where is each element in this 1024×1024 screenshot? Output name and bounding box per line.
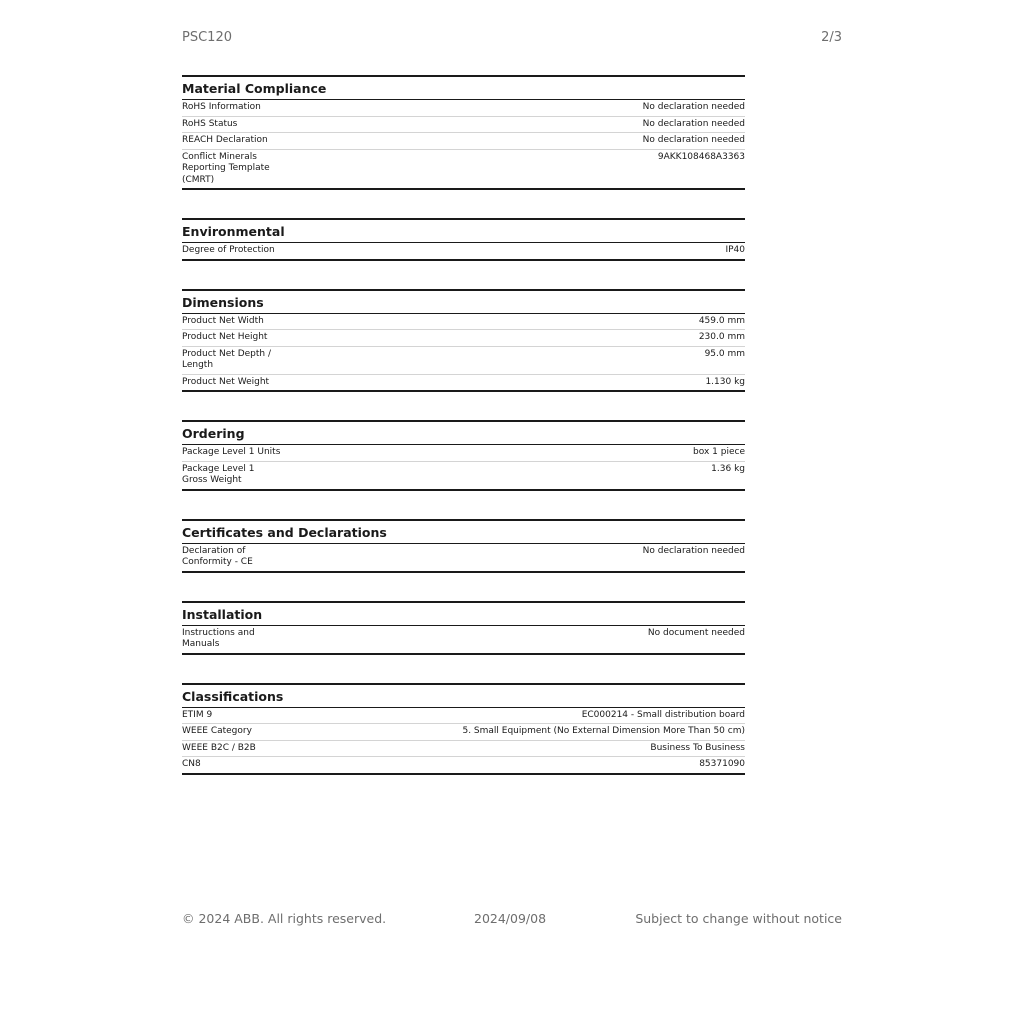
datasheet-content	[182, 75, 745, 803]
spec-section	[182, 289, 745, 393]
footer-notice: Subject to change without notice	[635, 911, 842, 926]
spec-label: Product Net Height	[182, 332, 268, 342]
spec-row	[182, 314, 745, 331]
section-title: Ordering	[182, 420, 745, 445]
spec-row	[182, 375, 745, 391]
spec-label: Declaration of Conformity - CE	[182, 545, 253, 567]
spec-value: No declaration needed	[642, 545, 745, 556]
spec-value: 1.36 kg	[711, 463, 745, 474]
spec-label: Product Net Depth / Length	[182, 348, 271, 370]
spec-row	[182, 347, 745, 375]
spec-row	[182, 100, 745, 117]
spec-table	[182, 243, 745, 261]
spec-row	[182, 117, 745, 134]
spec-row	[182, 150, 745, 189]
spec-value: No declaration needed	[642, 118, 745, 129]
spec-value: Business To Business	[650, 742, 745, 753]
spec-value: No declaration needed	[642, 102, 745, 112]
spec-value: 95.0 mm	[704, 348, 745, 359]
spec-label: RoHS Status	[182, 118, 238, 129]
spec-label: Product Net Width	[182, 315, 264, 326]
spec-label: RoHS Information	[182, 102, 261, 112]
spec-label: REACH Declaration	[182, 135, 268, 145]
spec-label: WEEE Category	[182, 726, 252, 736]
spec-label: ETIM 9	[182, 709, 213, 720]
footer-date: 2024/09/08	[474, 911, 547, 926]
spec-row	[182, 708, 745, 725]
spec-row	[182, 544, 745, 571]
page-number: 2/3	[821, 30, 842, 45]
spec-value: 1.130 kg	[705, 376, 745, 387]
section-title: Installation	[182, 601, 745, 626]
spec-value: IP40	[725, 245, 745, 255]
spec-section	[182, 601, 745, 655]
spec-value: EC000214 - Small distribution board	[581, 709, 745, 720]
spec-value: 85371090	[699, 759, 745, 769]
spec-section	[182, 75, 745, 190]
product-code: PSC120	[182, 30, 232, 45]
section-title: Certificates and Declarations	[182, 519, 745, 544]
spec-section	[182, 218, 745, 261]
footer-copyright: © 2024 ABB. All rights reserved.	[182, 911, 387, 926]
spec-label: Product Net Weight	[182, 376, 270, 387]
spec-label: CN8	[182, 759, 201, 769]
spec-value: 9AKK108468A3363	[657, 151, 745, 162]
spec-section	[182, 420, 745, 491]
spec-label: WEEE B2C / B2B	[182, 742, 256, 753]
spec-label: Instructions and Manuals	[182, 627, 255, 649]
spec-value: 230.0 mm	[698, 332, 745, 342]
spec-table	[182, 708, 745, 775]
spec-table	[182, 100, 745, 190]
section-title: Environmental	[182, 218, 745, 243]
spec-row	[182, 626, 745, 653]
spec-label: Conflict Minerals Reporting Template (CMRT)	[182, 151, 270, 185]
spec-label: Package Level 1 Units	[182, 447, 281, 457]
spec-row	[182, 741, 745, 758]
spec-value: 5. Small Equipment (No External Dimension More Than 50 cm)	[462, 726, 745, 736]
spec-table	[182, 544, 745, 573]
spec-row	[182, 445, 745, 462]
spec-row	[182, 724, 745, 741]
spec-row	[182, 243, 745, 259]
spec-section	[182, 519, 745, 573]
spec-row	[182, 330, 745, 347]
spec-value: No declaration needed	[642, 135, 745, 145]
spec-label: Degree of Protection	[182, 245, 275, 255]
section-title: Classifications	[182, 683, 745, 708]
spec-label: Package Level 1 Gross Weight	[182, 463, 255, 485]
spec-value: 459.0 mm	[698, 315, 745, 326]
spec-table	[182, 626, 745, 655]
section-title: Material Compliance	[182, 75, 745, 100]
spec-section	[182, 683, 745, 775]
spec-value: No document needed	[647, 627, 745, 638]
spec-value: box 1 piece	[693, 447, 745, 457]
spec-table	[182, 314, 745, 393]
spec-row	[182, 462, 745, 489]
spec-table	[182, 445, 745, 491]
spec-row	[182, 757, 745, 773]
section-title: Dimensions	[182, 289, 745, 314]
spec-row	[182, 133, 745, 150]
